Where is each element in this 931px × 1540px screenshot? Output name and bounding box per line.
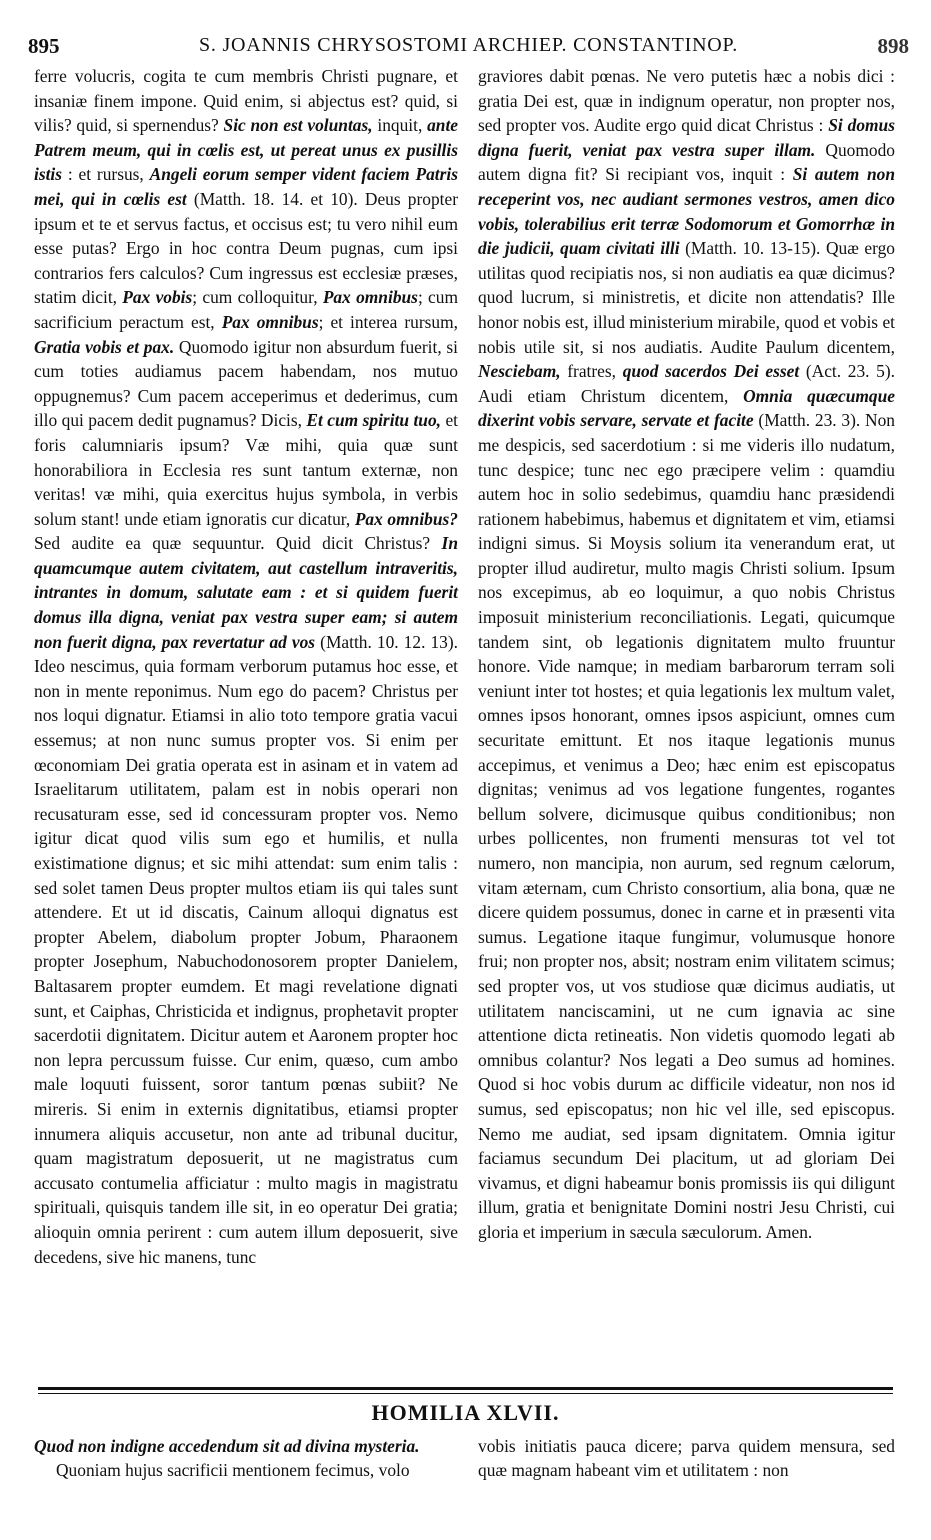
right-text-column bbox=[478, 64, 895, 1245]
left-text-run: ferre volucris, cogita te cum membris Christi pugnare, et insaniæ finem impone. Quid enim, si abjectus est? quid, si vilis? quid, si spernendus? bbox=[34, 66, 458, 136]
left-italic-quotation: Et cum spiritu tuo, bbox=[306, 410, 442, 431]
left-italic-quotation: Pax omnibus bbox=[322, 287, 418, 308]
homily-right-column bbox=[478, 1434, 895, 1482]
right-italic-quotation: Si domus digna fuerit, veniat pax vestra super illam. bbox=[478, 115, 895, 160]
right-italic-quotation: Omnia quæcumque dixerint vobis servare, servate et facite bbox=[478, 385, 896, 431]
left-italic-quotation: Sic non est voluntas, bbox=[223, 115, 373, 136]
right-text-run: (Matth. 23. 3). Non me despicis, sed sacerdotium : si me videris illo nudatum, tunc despice; tunc nec ego præcipere velim : quamdiu autem hoc in solio sedebimus, quamdiu hanc præsidendi rationem habebimus, habemus et dignitatem et vim, etiamsi indigni simus. Si Moysis solium ita venerandum erat, ut propter illud audiretur, multo magis Christi solium. Ipsum nos excepimus, ab eo loquimur, a quo nobis Christus imposuit ministerium reconciliationis. Legati, quicumque tandem sint, ob legationis dignitatem multo fruuntur honore. Vide namque; in mediam barbarorum terram soli veniunt inter tot hostes; et quia legationis lex multum valet, omnes ipsos honorant, omnes ipsos aspiciunt, omnes cum securitate emittunt. Et nos itaque legationis munus accepimus, et venimus a Deo; hæc enim est episcopatus dignitas; venimus ad vos legatione fungentes, rogantes bellum solvere, dicimusque quibus conditionibus; non urbes pollicentes, non frumenti mensuras tot vel tot numero, non mancipia, non aurum, sed regnum cælorum, vitam æternam, cum Christo consortium, alia bona, quæ ne dicere quidem possumus, donec in carne et in præsenti vita sumus. Legatione itaque fungimur, volumusque honore frui; non propter nos, absit; nostram enim vilitatem scimus; sed propter vos, ut vos studiose quæ dicimus audiatis, ut utilitatem nanciscamini, ut ne cum ignavia ac sine attentione dicta retineatis. Non videtis quomodo legati ab omnibus colantur? Nos legati a Deo sumus ad homines. Quod si hoc vobis durum ac difficile videatur, non nos id sumus, sed episcopatus; non hic vel ille, sed episcopus. Nemo me audiat, sed ipsam dignitatem. Omnia igitur faciamus secundum Dei placitum, ut ad gloriam Dei vivamus, et digni habeamur bonis promissis iis qui diligunt illum, gratia et benignitate Domini nostri Jesu Christi, cui gloria et imperium in sæcula sæculorum. Amen. bbox=[478, 410, 896, 1242]
section-rule-thin bbox=[38, 1393, 893, 1394]
left-italic-quotation: Pax vobis bbox=[122, 287, 193, 308]
page-number-right: 898 bbox=[877, 34, 909, 58]
right-text-run: (Matth. 10. 13-15). Quæ ergo utilitas quod recipiatis nos, si non audiatis ea quæ dicimus? quod lucrum, si ministretis, et dicite non attendatis? Ille honor nobis est, illud ministerium mirabile, quod et vobis et nobis utile sit, si nos audiatis. Audite Paulum dicentem, bbox=[478, 238, 895, 357]
right-text-run: Quomodo autem digna fit? Si recipiant vos, inquit : bbox=[478, 139, 895, 185]
homily-title: HOMILIA XLVII. bbox=[371, 1400, 560, 1425]
homily-continuation-text: vobis initiatis pauca dicere; parva quidem mensura, sed quæ magnam habeant vim et utilitatem : non bbox=[478, 1436, 895, 1480]
right-italic-quotation: Si autem non receperint vos, nec audiant sermones vestros, amen dico vobis, tolerabilius erit terræ Sodomorum et Gomorrhæ in die judicii, quam civitati illi bbox=[478, 164, 895, 259]
left-italic-quotation: Pax omnibus bbox=[221, 311, 319, 332]
left-italic-quotation: Pax omnibus? bbox=[354, 508, 458, 529]
left-text-run: ; et interea rursum, bbox=[318, 311, 458, 332]
right-column-paragraph bbox=[478, 64, 895, 1245]
right-text-run: fratres, bbox=[560, 361, 623, 382]
left-column-paragraph bbox=[34, 64, 458, 1269]
right-italic-quotation: quod sacerdos Dei esset bbox=[622, 361, 800, 382]
homily-opening-text: Quoniam hujus sacrificii mentionem fecimus, volo bbox=[56, 1460, 410, 1480]
homily-left-column bbox=[34, 1434, 458, 1482]
left-text-run: inquit, bbox=[372, 115, 428, 136]
left-text-run: : et rursus, bbox=[62, 164, 150, 185]
left-text-run: Quomodo igitur non absurdum fuerit, si cum toties audiamus pacem habendam, nos mutuo oppugnemus? Cum pacem acceperimus et dederimus, cum illo qui pacem dedit pugnamus? Dicis, bbox=[34, 336, 459, 431]
left-text-run: ; cum sacrificium peractum est, bbox=[34, 287, 458, 332]
homily-subtitle: Quod non indigne accedendum sit ad divina mysteria. bbox=[34, 1436, 420, 1456]
left-text-run: (Matth. 10. 12. 13). Ideo nescimus, quia formam verborum putamus hoc esse, et non in mente reponimus. Num ego do pacem? Christus per nos loqui dignatur. Etiamsi in alio toto tempore gratia vacui essemus; at non nunc sumus propter vos. Si enim per œconomiam Dei gratia operata est in asinam et in vatem ad Israelitarum utilitatem, palam est in nobis operari non recusaturam esse, sed id concessuram propter vos. Nemo igitur dicat quod vilis sum ego et humilis, et nulla existimatione dignus; et sic mihi attendat: sum enim talis : sed solet tamen Deus propter multos etiam iis qui tales sunt attendere. Et ut id discatis, Cainum alloqui dignatus est propter Abelem, diabolum propter Jobum, Pharaonem propter Josephum, Nabuchodonosorem propter Danielem, Baltasarem propter eumdem. Et magi revelatione dignati sunt, et Caiphas, Christicida et indignus, prophetavit propter sacerdotii dignitatem. Dicitur autem et Aaronem propter hoc non lepra percussum fuisse. Cur enim, quæso, cum ambo male loquuti fuissent, soror tantum pœnas subiit? Ne mireris. Si enim in externis dignitatibus, etiamsi propter innumera aliquis accusetur, non ante ad tribunal ducitur, quam magistratum deposuerit, ut ne magistratus cum accusato contumelia afficiatur : multo magis in magistratu spirituali, quisquis tandem ille sit, in eo operatur Dei gratia; alioquin omnia perirent : cum autem illum deposuerit, sive decedens, sive hic manens, tunc bbox=[34, 631, 459, 1267]
right-italic-quotation: Nesciebam, bbox=[478, 361, 561, 382]
left-text-run: (Matth. 18. 14. et 10). Deus propter ipsum et te et servus factus, et occisus est; tu vero nihil eum esse putas? Ergo in hoc contra Deum pugnas, cum ipsi contrarios fers calculos? Cum ingressus est ecclesiæ præses, statim dicit, bbox=[34, 188, 458, 308]
section-rule-thick bbox=[38, 1387, 893, 1390]
right-text-run: graviores dabit pœnas. Ne vero putetis hæc a nobis dici : gratia Dei est, quæ in indignum operatur, non propter nos, sed propter vos. Audite ergo quid dicat Christus : bbox=[478, 66, 895, 136]
right-text-run: (Act. 23. 5). Audi etiam Christum dicentem, bbox=[478, 361, 895, 406]
left-text-run: ; cum colloquitur, bbox=[192, 287, 323, 308]
left-text-column bbox=[34, 64, 458, 1269]
left-italic-quotation: Angeli eorum semper vident faciem Patris mei, qui in cœlis est bbox=[34, 164, 458, 209]
left-text-run: et foris calumniaris ipsum? Væ mihi, quia quæ sunt honorabiliora in Ecclesia res sunt tantum externæ, non veritas! væ mihi, quia exercitus hujus symbola, in verbis solum stant! unde etiam ignoratis cur dicatur, bbox=[34, 410, 458, 529]
left-text-run: Sed audite ea quæ sequuntur. Quid dicit Christus? bbox=[34, 533, 442, 554]
left-italic-quotation: Gratia vobis et pax. bbox=[34, 336, 175, 357]
left-italic-quotation: In quamcumque autem civitatem, aut castellum intraveritis, intrantes in domum, salutate eam : et si quidem fuerit domus illa digna, veniat pax vestra super eam; si autem non fuerit digna, pax revertatur ad vos bbox=[34, 533, 458, 652]
page-number-left: 895 bbox=[28, 34, 60, 58]
left-italic-quotation: ante Patrem meum, qui in cœlis est, ut pereat unus ex pusillis istis bbox=[34, 115, 458, 185]
page-header bbox=[28, 34, 909, 60]
running-title: S. JOANNIS CHRYSOSTOMI ARCHIEP. CONSTANTINOP. bbox=[198, 34, 739, 56]
